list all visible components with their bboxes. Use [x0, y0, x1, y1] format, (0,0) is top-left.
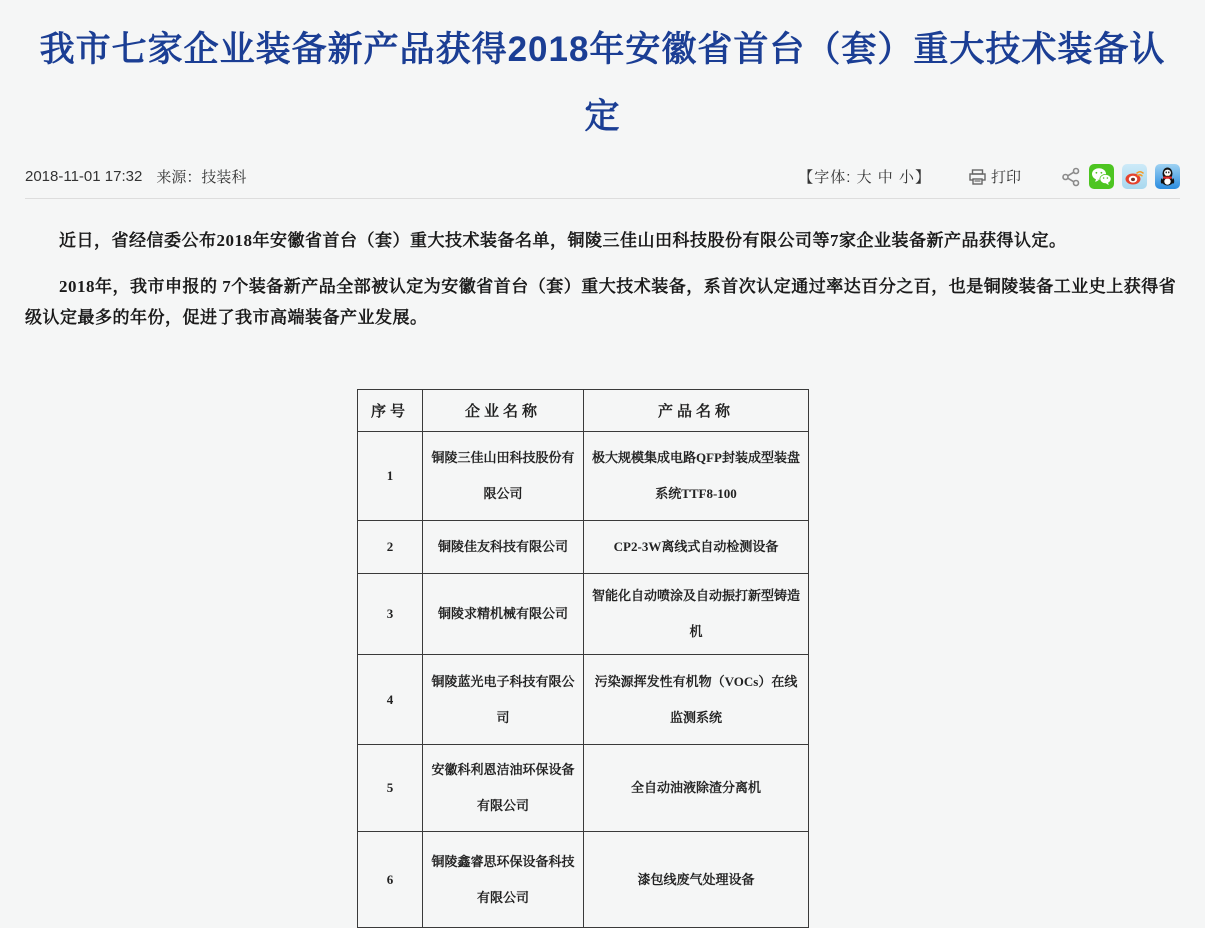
cell-company: 铜陵求精机械有限公司 [423, 574, 584, 655]
font-size-bracket-close: 】 [914, 169, 931, 186]
header-company: 企业名称 [423, 390, 584, 432]
cell-company: 铜陵蓝光电子科技有限公司 [423, 655, 584, 745]
table-row [358, 745, 809, 832]
meta-toolbar [798, 164, 1180, 189]
font-size-bracket-open: 【字体: [798, 169, 852, 186]
meta-bar [25, 164, 1180, 199]
share-strip [1061, 164, 1180, 189]
weibo-icon[interactable] [1122, 164, 1147, 189]
cell-company: 安徽科利恩洁油环保设备有限公司 [423, 745, 584, 832]
paragraph: 2018年，我市申报的 7个装备新产品全部被认定为安徽省首台（套）重大技术装备，系首次认定通过率达百分之百，也是铜陵装备工业史上获得省级认定最多的年份，促进了我市高端装备产业发展。 [25, 277, 1177, 327]
cell-no: 6 [358, 832, 423, 928]
table-row [358, 521, 809, 574]
cell-company: 铜陵佳友科技有限公司 [423, 521, 584, 574]
font-size-small-button[interactable]: 小 [898, 169, 915, 186]
font-size-medium-button[interactable]: 中 [877, 169, 894, 186]
wechat-icon[interactable] [1089, 164, 1114, 189]
page-title: 我市七家企业装备新产品获得2018年安徽省首台（套）重大技术装备认定 [39, 30, 1166, 136]
award-table [357, 389, 809, 928]
cell-company: 铜陵鑫睿思环保设备科技有限公司 [423, 832, 584, 928]
meta-info [25, 166, 246, 187]
cell-no: 1 [358, 432, 423, 521]
share-nodes-icon[interactable] [1061, 167, 1081, 187]
print-button[interactable] [969, 166, 1021, 187]
cell-no: 5 [358, 745, 423, 832]
cell-product: 极大规模集成电路QFP封装成型装盘系统TTF8-100 [584, 432, 809, 521]
cell-no: 2 [358, 521, 423, 574]
printer-icon [969, 169, 986, 185]
cell-product: 漆包线废气处理设备 [584, 832, 809, 928]
paragraph: 近日，省经信委公布2018年安徽省首台（套）重大技术装备名单，铜陵三佳山田科技股份有限公司等7家企业装备新产品获得认定。 [59, 231, 1067, 250]
font-size-control [798, 166, 931, 187]
table-row [358, 432, 809, 521]
cell-no: 3 [358, 574, 423, 655]
header-no: 序号 [358, 390, 423, 432]
cell-company: 铜陵三佳山田科技股份有限公司 [423, 432, 584, 521]
cell-product: CP2-3W离线式自动检测设备 [584, 521, 809, 574]
print-label: 打印 [990, 169, 1021, 186]
font-size-large-button[interactable]: 大 [856, 169, 873, 186]
table-header-row [358, 390, 809, 432]
table-row [358, 832, 809, 928]
table-row [358, 655, 809, 745]
cell-product: 全自动油液除渣分离机 [584, 745, 809, 832]
cell-product: 智能化自动喷涂及自动振打新型铸造机 [584, 574, 809, 655]
qq-icon[interactable] [1155, 164, 1180, 189]
article-body [25, 225, 1180, 333]
publish-datetime: 2018-11-01 17:32 [25, 168, 143, 185]
cell-product: 污染源挥发性有机物（VOCs）在线监测系统 [584, 655, 809, 745]
cell-no: 4 [358, 655, 423, 745]
table-row [358, 574, 809, 655]
source-label: 来源：技装科 [156, 169, 247, 186]
header-product: 产品名称 [584, 390, 809, 432]
article-page [0, 16, 1205, 928]
